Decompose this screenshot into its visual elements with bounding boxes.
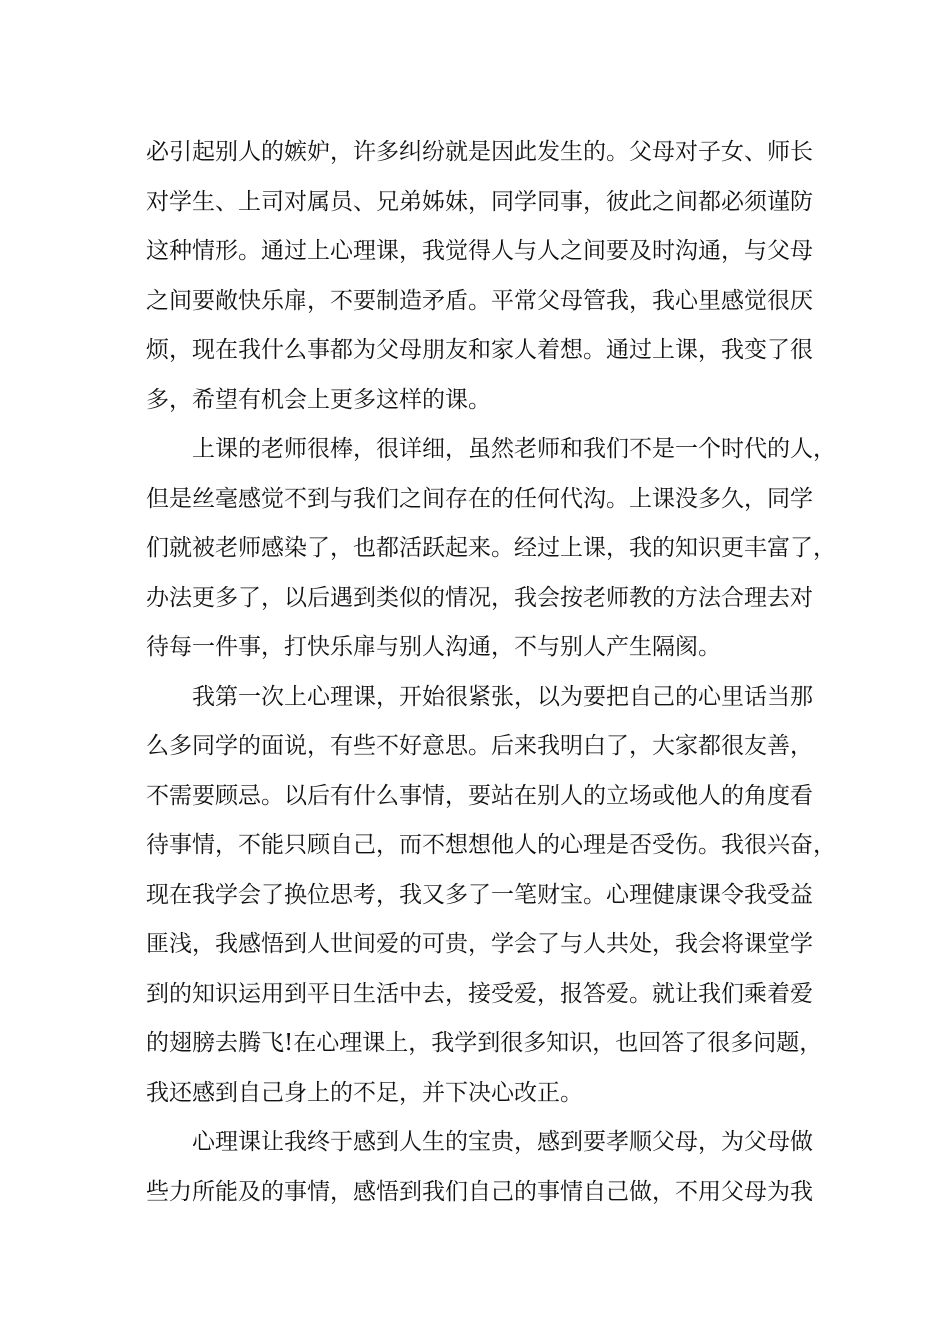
paragraph-first-line: 心理课让我终于感到人生的宝贵，感到要孝顺父母，为父母做 — [192, 1129, 813, 1155]
text-line: 些力所能及的事情，感悟到我们自己的事情自己做，不用父母为我 — [146, 1178, 813, 1205]
text-line: 我还感到自己身上的不足，并下决心改正。 — [146, 1079, 583, 1106]
text-line: 现在我学会了换位思考，我又多了一笔财宝。心理健康课令我受益 — [146, 881, 813, 908]
text-line: 待事情，不能只顾自己，而不想想他人的心理是否受伤。我很兴奋， — [146, 832, 836, 858]
text-line: 的翅膀去腾飞!在心理课上，我学到很多知识，也回答了很多问题， — [146, 1030, 823, 1056]
text-line: 多，希望有机会上更多这样的课。 — [146, 386, 491, 413]
text-line: 但是丝毫感觉不到与我们之间存在的任何代沟。上课没多久，同学 — [146, 485, 813, 512]
paragraph-first-line: 我第一次上心理课，开始很紧张，以为要把自己的心里话当那 — [192, 683, 813, 710]
text-line: 之间要敞快乐扉，不要制造矛盾。平常父母管我，我心里感觉很厌 — [146, 287, 813, 314]
text-line: 对学生、上司对属员、兄弟姊妹，同学同事，彼此之间都必须谨防 — [146, 188, 813, 215]
text-line: 不需要顾忌。以后有什么事情，要站在别人的立场或他人的角度看 — [146, 782, 813, 809]
text-line: 到的知识运用到平日生活中去，接受爱，报答爱。就让我们乘着爱 — [146, 980, 813, 1007]
text-line: 必引起别人的嫉妒，许多纠纷就是因此发生的。父母对子女、师长 — [146, 139, 813, 165]
text-line: 待每一件事，打快乐扉与别人沟通，不与别人产生隔阂。 — [146, 634, 721, 660]
text-line: 办法更多了，以后遇到类似的情况，我会按老师教的方法合理去对 — [146, 584, 813, 611]
text-line: 么多同学的面说，有些不好意思。后来我明白了，大家都很友善， — [146, 733, 813, 759]
text-line: 们就被老师感染了，也都活跃起来。经过上课，我的知识更丰富了， — [146, 535, 836, 561]
text-line: 这种情形。通过上心理课，我觉得人与人之间要及时沟通，与父母 — [146, 238, 813, 264]
document-body — [146, 128, 836, 1217]
text-line: 匪浅，我感悟到人世间爱的可贵，学会了与人共处，我会将课堂学 — [146, 931, 813, 957]
paragraph-first-line: 上课的老师很棒，很详细，虽然老师和我们不是一个时代的人， — [192, 436, 836, 462]
text-line: 烦，现在我什么事都为父母朋友和家人着想。通过上课，我变了很 — [146, 337, 813, 363]
